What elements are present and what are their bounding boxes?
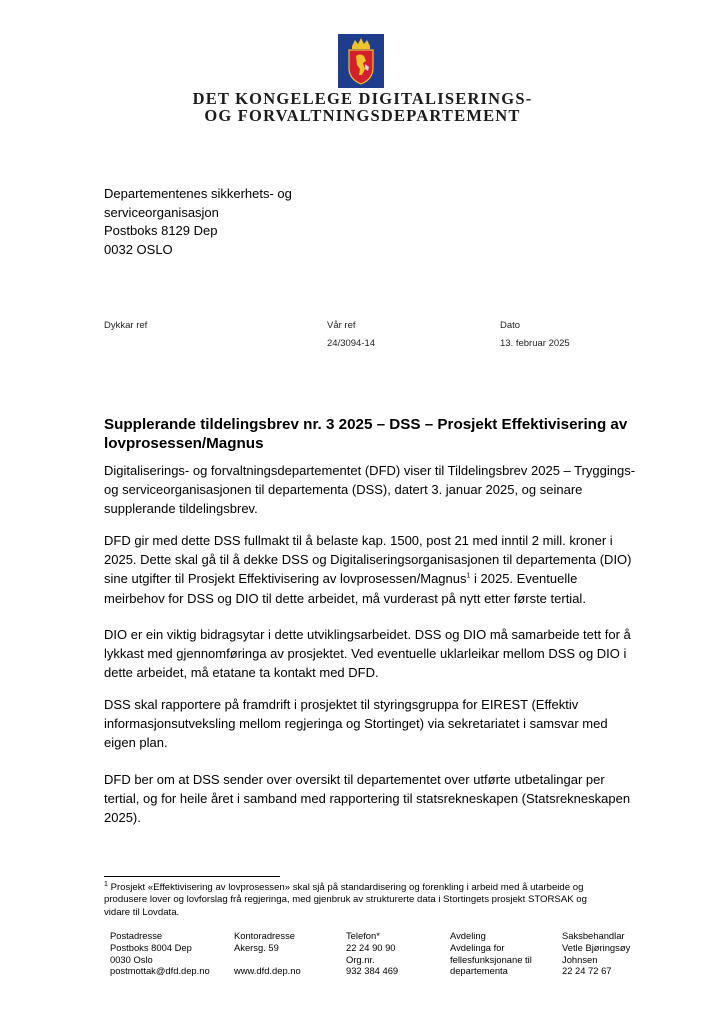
coat-of-arms-icon — [338, 34, 384, 88]
footer-heading: Avdeling — [450, 930, 486, 941]
paragraph-line: DSS skal rapportere på framdrift i prosjektet til styringsgruppa for EIREST (Effektiv — [104, 697, 579, 712]
footnote-line: vidare til Lovdata. — [104, 906, 180, 918]
footer-text: Org.nr. — [346, 953, 375, 965]
recipient-line: Postboks 8129 Dep — [104, 223, 218, 238]
footer-text: Vetle Bjøringsøy — [562, 941, 631, 953]
footer-text: 22 24 90 90 — [346, 941, 396, 953]
footnote-line — [104, 882, 674, 894]
footer-heading: Saksbehandlar — [562, 930, 625, 941]
footer-text: Johnsen — [562, 953, 598, 965]
footnote — [104, 882, 674, 919]
department-name-line-2: OG FORVALTNINGSDEPARTEMENT — [204, 106, 521, 125]
paragraph-line: 2025). — [104, 810, 141, 826]
footer-case-officer — [562, 930, 630, 977]
footer-heading: Kontoradresse — [234, 930, 295, 941]
footer-phone — [346, 930, 398, 977]
recipient-line: Departementenes sikkerhets- og — [104, 186, 292, 201]
footer-text: Avdelinga for — [450, 941, 505, 953]
paragraph-line: og serviceorganisasjonen til departementa (DSS), datert 3. januar 2025, og seinare — [104, 482, 583, 498]
date-label: Dato — [500, 320, 521, 331]
paragraph-line: eigen plan. — [104, 735, 168, 751]
footer-text: 932 384 469 — [346, 965, 399, 977]
paragraph-1 — [104, 461, 674, 519]
footer-text: 22 24 72 67 — [562, 965, 612, 977]
paragraph-line: DFD ber om at DSS sender over oversikt til departementet over utførte utbetalingar per — [104, 772, 605, 787]
paragraph-line — [104, 569, 674, 588]
footer-text: fellesfunksjonane til — [450, 953, 532, 965]
paragraph-3 — [104, 625, 674, 683]
our-ref-value: 24/3094-14 — [327, 338, 376, 349]
your-ref-label: Dykkar ref — [104, 320, 148, 331]
footer-postal-address — [110, 930, 210, 977]
recipient-line: 0032 OSLO — [104, 241, 173, 257]
footer-office-address — [234, 930, 301, 977]
footer-text: 0030 Oslo — [110, 953, 153, 965]
footer-department — [450, 930, 532, 977]
footnote-mark: 1 — [104, 880, 108, 888]
our-ref-label: Vår ref — [327, 320, 356, 331]
footer-website-link[interactable]: www.dfd.dep.no — [234, 965, 301, 977]
paragraph-line: lykkast med gjennomføringa av prosjektet. Ved eventuelle uklarleikar mellom DSS og DIO i — [104, 646, 627, 662]
footer-heading: Telefon* — [346, 930, 380, 941]
footnote-line: produsere lover og lovforslag frå regjeringa, med gjenbruk av strukturerte data i Stortingets prosjekt STORSAK og — [104, 894, 587, 906]
paragraph-line: informasjonsutveksling mellom regjeringa og Stortinget) via sekretariatet i samsvar med — [104, 716, 608, 732]
paragraph-line: DIO er ein viktig bidragsytar i dette utviklingsarbeidet. DSS og DIO må samarbeide tett for å — [104, 627, 631, 642]
paragraph-line: DFD gir med dette DSS fullmakt til å belaste kap. 1500, post 21 med inntil 2 mill. kroner i — [104, 533, 613, 548]
paragraph-line: supplerande tildelingsbrev. — [104, 501, 258, 517]
paragraph-line: dette arbeidet, må etatane ta kontakt med DFD. — [104, 665, 379, 681]
footer-email-link[interactable]: postmottak@dfd.dep.no — [110, 965, 210, 977]
footer-text: Postboks 8004 Dep — [110, 941, 192, 953]
date-value: 13. februar 2025 — [500, 338, 570, 349]
paragraph-line: meirbehov for DSS og DIO til dette arbeidet, må vurderast på nytt etter første tertial. — [104, 590, 586, 606]
footer-text — [234, 954, 301, 966]
footer-text: Akersg. 59 — [234, 941, 279, 953]
footer-text: departementa — [450, 965, 508, 977]
subject-line-1: Supplerande tildelingsbrev nr. 3 2025 – DSS – Prosjekt Effektivisering av — [104, 416, 628, 433]
paragraph-line: Digitaliserings- og forvaltningsdepartementet (DFD) viser til Tildelingsbrev 2025 – Tryggings- — [104, 463, 636, 478]
paragraph-text: i 2025. Eventuelle — [470, 571, 578, 587]
paragraph-text: sine utgifter til Prosjekt Effektivisering av lovprosessen/Magnus — [104, 571, 467, 587]
paragraph-line: tertial, og for heile året i samband med rapportering til statsrekneskapen (Statsrekneskapen — [104, 791, 631, 807]
subject-line-2: lovprosessen/Magnus — [104, 435, 264, 452]
paragraph-line: 2025. Dette skal gå til å dekke DSS og Digitaliseringsorganisasjonen til departementa (DIO) — [104, 552, 632, 568]
paragraph-2 — [104, 531, 674, 608]
letter-subject — [104, 415, 674, 453]
department-name-line-1: DET KONGELEGE DIGITALISERINGS- — [192, 89, 533, 108]
recipient-line: serviceorganisasjon — [104, 204, 219, 220]
footnote-reference[interactable]: 1 — [466, 573, 471, 581]
recipient-address — [104, 185, 292, 259]
paragraph-4 — [104, 695, 674, 753]
paragraph-5 — [104, 770, 674, 828]
footnote-text: Prosjekt «Effektivisering av lovprosessen» skal sjå på standardisering og forenkling i arbeid med å utarbeide og — [107, 882, 584, 893]
footnote-separator — [104, 876, 280, 877]
footer-heading: Postadresse — [110, 930, 163, 941]
